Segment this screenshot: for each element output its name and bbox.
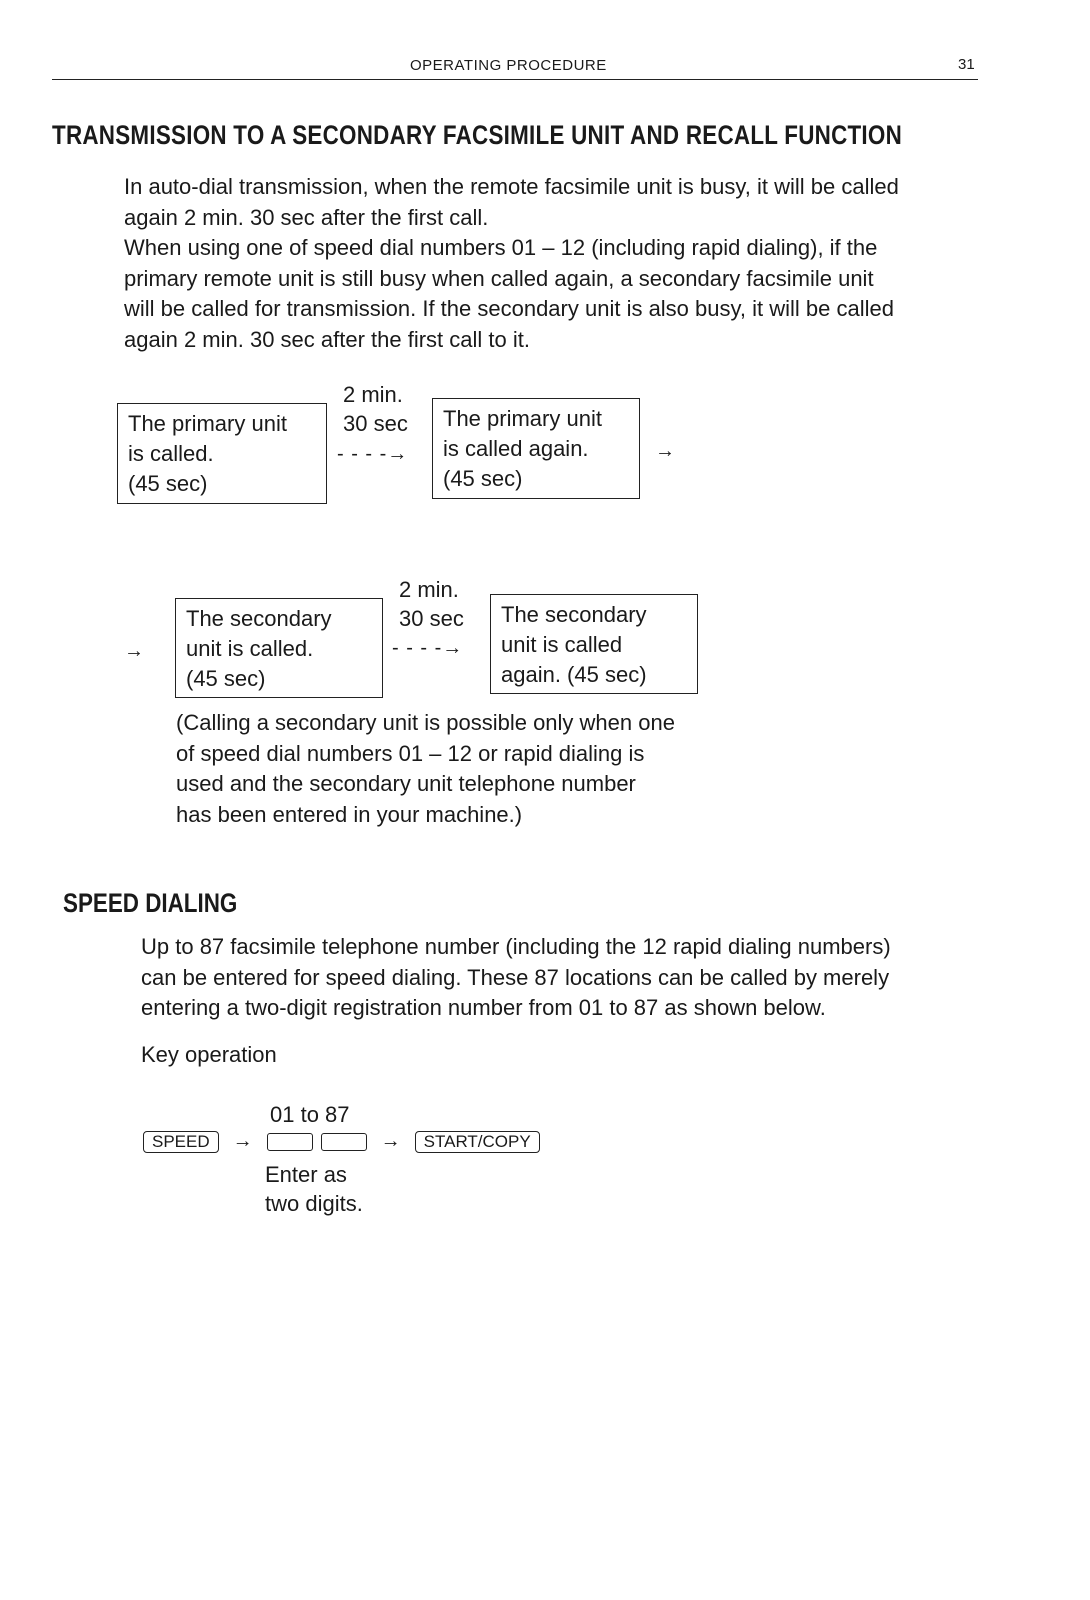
header-rule bbox=[52, 79, 978, 80]
enter-digits-note bbox=[265, 1160, 363, 1218]
arrow-right-icon: → bbox=[232, 1130, 253, 1152]
note-line: Enter as bbox=[265, 1162, 347, 1187]
interval-line: 2 min. bbox=[399, 577, 459, 602]
paragraph-line: can be entered for speed dialing. These 87 locations can be called by merely bbox=[141, 964, 890, 990]
dashed-arrow-icon: - - - -→ bbox=[392, 637, 464, 659]
range-label: 01 to 87 bbox=[270, 1102, 350, 1127]
arrow-right-icon: → bbox=[124, 640, 144, 662]
note-line: of speed dial numbers 01 – 12 or rapid dialing is bbox=[176, 740, 645, 766]
paragraph-line: again 2 min. 30 sec after the first call. bbox=[124, 204, 489, 230]
box-line: The primary unit bbox=[128, 411, 287, 436]
arrow-right-icon: → bbox=[655, 440, 675, 462]
box-line: (45 sec) bbox=[443, 466, 523, 491]
interval-label bbox=[343, 380, 408, 438]
flow-box-primary-called-again bbox=[432, 398, 640, 499]
dashed-arrow-icon: - - - -→ bbox=[337, 443, 409, 465]
section2-paragraph bbox=[141, 932, 891, 1024]
flow-box-secondary-called bbox=[175, 598, 383, 698]
interval-label bbox=[399, 575, 464, 633]
box-line: The primary unit bbox=[443, 406, 602, 431]
paragraph-line: again 2 min. 30 sec after the first call to it. bbox=[124, 326, 530, 352]
secondary-unit-note bbox=[176, 708, 675, 830]
note-line: has been entered in your machine.) bbox=[176, 801, 523, 827]
key-operation-label: Key operation bbox=[141, 1042, 277, 1067]
section-heading-speed-dialing: SPEED DIALING bbox=[63, 888, 238, 918]
section-heading-transmission: TRANSMISSION TO A SECONDARY FACSIMILE UNIT AND RECALL FUNCTION bbox=[52, 120, 903, 150]
two-digit-keys bbox=[267, 1133, 367, 1151]
interval-line: 30 sec bbox=[399, 606, 464, 631]
running-header: OPERATING PROCEDURE bbox=[410, 57, 607, 74]
box-line: (45 sec) bbox=[128, 471, 208, 496]
box-line: The secondary bbox=[501, 602, 647, 627]
paragraph-line: When using one of speed dial numbers 01 – 12 (including rapid dialing), if the bbox=[124, 235, 878, 260]
box-line: is called again. bbox=[443, 436, 589, 461]
box-line: again. (45 sec) bbox=[501, 662, 647, 687]
box-line: (45 sec) bbox=[186, 666, 266, 691]
paragraph-line: will be called for transmission. If the secondary unit is also busy, it will be called bbox=[124, 296, 894, 321]
page-number: 31 bbox=[958, 56, 975, 73]
paragraph-line: entering a two-digit registration number from 01 to 87 as shown below. bbox=[141, 995, 826, 1020]
box-line: is called. bbox=[128, 441, 214, 466]
box-line: unit is called bbox=[501, 632, 623, 657]
arrow-right-icon: → bbox=[380, 1130, 401, 1152]
digit-key-blank bbox=[321, 1133, 367, 1151]
start-copy-key: START/COPY bbox=[415, 1131, 540, 1153]
section1-paragraph bbox=[124, 172, 899, 355]
note-line: (Calling a secondary unit is possible only when one bbox=[176, 710, 675, 735]
digit-key-blank bbox=[267, 1133, 313, 1151]
speed-key: SPEED bbox=[143, 1131, 219, 1153]
box-line: unit is called. bbox=[186, 636, 314, 661]
paragraph-line: In auto-dial transmission, when the remote facsimile unit is busy, it will be called bbox=[124, 174, 899, 199]
interval-line: 30 sec bbox=[343, 411, 408, 436]
flow-box-secondary-called-again bbox=[490, 594, 698, 694]
interval-line: 2 min. bbox=[343, 382, 403, 407]
key-sequence bbox=[143, 1130, 540, 1153]
paragraph-line: Up to 87 facsimile telephone number (including the 12 rapid dialing numbers) bbox=[141, 934, 891, 959]
flow-box-primary-called bbox=[117, 403, 327, 504]
note-line: used and the secondary unit telephone number bbox=[176, 771, 636, 796]
paragraph-line: primary remote unit is still busy when called again, a secondary facsimile unit bbox=[124, 265, 874, 291]
box-line: The secondary bbox=[186, 606, 332, 631]
note-line: two digits. bbox=[265, 1191, 363, 1216]
